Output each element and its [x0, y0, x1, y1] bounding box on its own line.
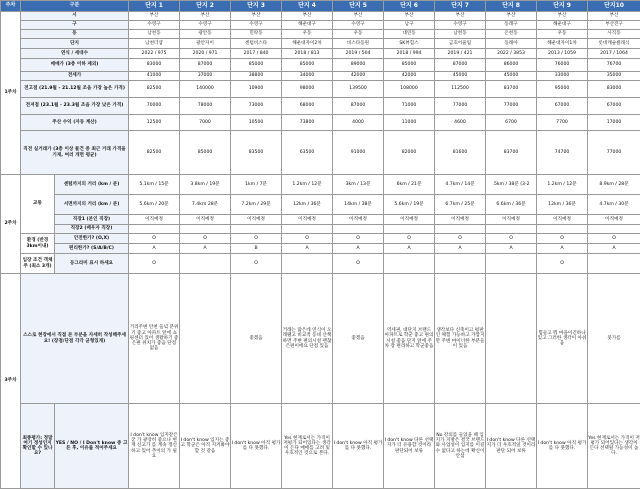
table-cell: 2017 / 1064	[588, 49, 640, 59]
table-cell: 34000	[282, 72, 333, 81]
table-cell: 2018 / 813	[282, 49, 333, 59]
table-cell: 부산	[282, 12, 333, 21]
table-cell: 온천동	[486, 30, 537, 39]
row-label: 안전한가? (O,X)	[55, 234, 129, 244]
table-cell: 센텀비스타	[231, 39, 282, 49]
table-cell	[129, 225, 180, 234]
table-cell: 비스타동원	[333, 39, 384, 49]
table-cell: O	[282, 234, 333, 244]
row-label: 편리한가? (S/A/B/C)	[55, 244, 129, 254]
header-unit: 단지 1	[129, 1, 180, 12]
table-cell: 롯데캐슬클래식	[588, 39, 640, 49]
table-cell: 7.4km 28분	[180, 195, 231, 215]
table-cell: 140000	[180, 81, 231, 98]
table-cell: 동래구	[486, 21, 537, 30]
table-cell: 67000	[588, 98, 640, 115]
table-cell: A	[333, 244, 384, 254]
table-cell: 생각보다 신축이고 평판인 체험 가능하고 가깝지만 주변 마이너한 부분들이 있음	[435, 274, 486, 404]
table-cell: 38800	[231, 72, 282, 81]
table-row	[1, 12, 640, 21]
table-cell: 부산	[180, 12, 231, 21]
table-cell: 63500	[282, 131, 333, 175]
table-cell	[282, 225, 333, 234]
table-row	[1, 254, 640, 274]
table-cell: 이직예정	[537, 215, 588, 225]
table-cell: 45000	[486, 72, 537, 81]
table-cell: 해운대자이2차	[282, 39, 333, 49]
table-cell	[180, 254, 231, 274]
table-cell: 4600	[435, 115, 486, 131]
row-label: 단지	[21, 39, 129, 49]
table-cell: 부산	[588, 12, 640, 21]
table-cell: 42000	[333, 72, 384, 81]
table-cell: 힘들고 뭐 마을이긴하나 있고 그러한 생각이 아쉬움	[537, 274, 588, 404]
table-cell: 2019 / 504	[333, 49, 384, 59]
table-cell: I don't know 아직 평가를 다 못했다.	[537, 404, 588, 489]
category-label: 환경 (반경 3km이내)	[21, 234, 55, 254]
table-cell: 12500	[129, 115, 180, 131]
table-cell: 37000	[180, 72, 231, 81]
header-unit: 단지 3	[231, 1, 282, 12]
table-cell: 1.2km / 12분	[282, 175, 333, 195]
row-label: 스스로 현장에서 직접 본 부분을 자세히 작성해주세요! (장점/단점 각각 균형있게)	[21, 274, 129, 404]
table-cell: O	[384, 234, 435, 244]
table-cell: O	[333, 234, 384, 244]
table-cell: 6.6km / 36분	[486, 195, 537, 215]
table-cell: 6.7km / 25분	[435, 195, 486, 215]
table-cell: A	[435, 244, 486, 254]
table-cell: 남구	[384, 21, 435, 30]
table-cell: I don't know 아직 평가를 다 못했다.	[333, 404, 384, 489]
table-cell: Yes 현재로서는 가격이 저평가 되어있다는 생각이 든다 선택될 가능성이 높다.	[588, 404, 640, 489]
table-row	[1, 234, 640, 244]
table-cell: 2018 / 994	[384, 49, 435, 59]
table-cell: 수영구	[180, 21, 231, 30]
table-cell: 뭇가름	[588, 274, 640, 404]
header-unit: 단지 9	[537, 1, 588, 12]
row-label: 센텀까지의 거리 (km / 분)	[55, 175, 129, 195]
table-cell: I don't know 입지는 좋고 학군은 아직 지켜봐야 할 것 같음	[180, 404, 231, 489]
table-cell: 2020 / 971	[180, 49, 231, 59]
row-label: 최종평가: 정말 여기 정성인지 확인할 수 있나요?	[21, 404, 55, 489]
table-cell: 14km / 38분	[333, 195, 384, 215]
table-cell: 민락동	[231, 30, 282, 39]
table-cell: 83000	[129, 59, 180, 72]
table-cell: O	[588, 234, 640, 244]
table-cell: 73800	[282, 115, 333, 131]
table-cell	[282, 254, 333, 274]
table-cell: 사직동	[588, 30, 640, 39]
table-cell: 67000	[537, 98, 588, 115]
table-cell	[435, 225, 486, 234]
table-cell: 10500	[231, 115, 282, 131]
row-label: 주산 수익 (자동 계산)	[21, 115, 129, 131]
table-cell: 부산	[231, 12, 282, 21]
table-row	[1, 215, 640, 225]
table-cell	[588, 254, 640, 274]
table-cell	[486, 225, 537, 234]
header-unit: 단지 4	[282, 1, 333, 12]
table-cell: 수영구	[435, 21, 486, 30]
table-cell: 83000	[588, 81, 640, 98]
table-cell	[384, 225, 435, 234]
table-cell: 81600	[435, 131, 486, 175]
table-cell: 수영구	[231, 21, 282, 30]
row-label: 전고점 (21.9월 - 21.12월 조음 가장 높은 가격)	[21, 81, 129, 98]
table-cell: 이직예정	[435, 215, 486, 225]
table-cell: 7.2km / 29분	[231, 195, 282, 215]
table-cell: 35000	[588, 72, 640, 81]
table-cell: 이직예정	[129, 215, 180, 225]
table-cell	[180, 274, 231, 404]
table-cell: 83700	[486, 131, 537, 175]
table-cell: 85000	[282, 59, 333, 72]
table-cell: 역세권, 대단지 브랜드 아파트로 학군 좋고 편의시설 좋음 단지 앞에 주차 장 편리하고 학군좋음	[384, 274, 435, 404]
row-label: 동	[21, 30, 129, 39]
header-week: 주차	[1, 1, 21, 12]
table-cell: 33000	[537, 72, 588, 81]
table-cell: O	[486, 234, 537, 244]
table-cell: O	[231, 234, 282, 244]
table-cell: 이직예정	[384, 215, 435, 225]
table-cell: 부산	[333, 12, 384, 21]
table-cell: 86000	[486, 59, 537, 72]
table-cell: I don't know 다른 선택지가 더 우호적일 것이라 판단 되어 보류	[486, 404, 537, 489]
table-cell: 112500	[435, 81, 486, 98]
table-cell: 6700	[486, 115, 537, 131]
row-label: 연식 / 세대수	[21, 49, 129, 59]
table-cell: Yes 현재로서는 가격이 저평가 되어있다는 생각이 든다 매매를 고려 및 우호적인 것으로 본다.	[282, 404, 333, 489]
table-cell: 이직예정	[333, 215, 384, 225]
table-cell: 82500	[129, 131, 180, 175]
header-unit: 단지 6	[384, 1, 435, 12]
row-label: 매매가 (3층 이하 제외)	[21, 59, 129, 72]
table-cell: 4.7km / 30분	[588, 195, 640, 215]
table-cell: 남천동	[129, 30, 180, 39]
table-row	[1, 195, 640, 215]
table-cell: 74700	[537, 131, 588, 175]
table-cell: 11000	[384, 115, 435, 131]
table-cell: 부산	[537, 12, 588, 21]
table-cell	[537, 225, 588, 234]
table-cell: 77000	[588, 131, 640, 175]
table-cell: 거리주변 탄천 들녘 분위기 좋고 아파트 앞에 쇼핑센터 있어 생활하기 좋은편 위치가 좋음 단점 없음	[129, 274, 180, 404]
table-row	[1, 244, 640, 254]
table-cell	[384, 254, 435, 274]
table-cell: 41000	[129, 72, 180, 81]
table-cell: 대연동	[384, 30, 435, 39]
table-cell: 73000	[231, 98, 282, 115]
table-cell: A	[486, 244, 537, 254]
table-cell: 83500	[231, 131, 282, 175]
header-row	[1, 1, 640, 12]
category-label: 입장 조건 객체주 (최소 3개)	[21, 254, 55, 274]
row-label: 직전 실거래가 (3층 이상 물건 중 최근 거래 가격을 기재, 여러 개면 평균)	[21, 131, 129, 175]
table-cell	[486, 274, 537, 404]
table-row	[1, 131, 640, 175]
row-label: 전세가	[21, 72, 129, 81]
row-label: 서면까지의 거리 (km / 분)	[55, 195, 129, 215]
table-cell: 이직예정	[588, 215, 640, 225]
week-label: 2주차	[1, 175, 21, 274]
table-cell: 남천더샵	[129, 39, 180, 49]
week-label: 1주차	[1, 12, 21, 175]
row-label: 직장1 (본인 직장)	[55, 215, 129, 225]
table-row	[1, 49, 640, 59]
table-cell: 77000	[486, 98, 537, 115]
table-row	[1, 81, 640, 98]
table-cell: 우동	[282, 30, 333, 39]
table-cell: No 강의를 들었을 때 입지가 지방은 결국 브랜드와 사업성이 입지를 이길 수 없다고 하는데 확신이 안섬	[435, 404, 486, 489]
table-cell: 91000	[333, 131, 384, 175]
table-cell: 139500	[333, 81, 384, 98]
row-label: 구	[21, 21, 129, 30]
table-cell: 2022 / 3853	[486, 49, 537, 59]
table-cell: 82000	[384, 131, 435, 175]
table-cell: 4.7km / 14분	[435, 175, 486, 195]
table-cell: 87000	[180, 59, 231, 72]
category-label: 교통	[21, 175, 55, 234]
row-label: 직장2 (배우자 직장)	[55, 225, 129, 234]
table-cell: 2013 / 1059	[537, 49, 588, 59]
table-cell: 해운대구	[537, 21, 588, 30]
table-cell	[588, 225, 640, 234]
table-cell: 수영구	[333, 21, 384, 30]
table-cell: 부산진구	[588, 21, 640, 30]
table-cell: 70000	[129, 98, 180, 115]
table-cell: A	[537, 244, 588, 254]
table-cell: I don't know 다른 선택지가 더 유용할 것이라 판단되어 보류	[384, 404, 435, 489]
table-cell: 76000	[537, 59, 588, 72]
table-cell: A	[129, 244, 180, 254]
table-cell: O	[333, 254, 384, 274]
table-cell: O	[129, 234, 180, 244]
table-cell: 1.2km / 12분	[537, 175, 588, 195]
table-cell: 1km / 7분	[231, 175, 282, 195]
table-cell	[486, 254, 537, 274]
table-cell: 이직예정	[282, 215, 333, 225]
table-cell: I don't know 아직 평가를 다 못했다.	[231, 404, 282, 489]
table-cell: 좋겠음	[231, 274, 282, 404]
header-unit: 단지 8	[486, 1, 537, 12]
table-cell: 이직예정	[180, 215, 231, 225]
table-cell: 부산	[486, 12, 537, 21]
table-cell: 4000	[333, 115, 384, 131]
table-cell: B	[231, 244, 282, 254]
table-cell: 68000	[282, 98, 333, 115]
row-label: 시	[21, 12, 129, 21]
table-cell: 42000	[384, 72, 435, 81]
table-cell: 85000	[231, 59, 282, 72]
table-cell: 77000	[435, 98, 486, 115]
table-cell: A	[282, 244, 333, 254]
table-cell: 동래아	[486, 39, 537, 49]
table-cell: 2022 / 975	[129, 49, 180, 59]
table-cell: 82500	[129, 81, 180, 98]
table-cell: 89000	[333, 59, 384, 72]
header-category: 구분	[21, 1, 129, 12]
table-row	[1, 39, 640, 49]
table-cell: O	[129, 254, 180, 274]
table-row	[1, 98, 640, 115]
table-row	[1, 72, 640, 81]
table-cell	[231, 225, 282, 234]
table-cell: 남천동	[435, 30, 486, 39]
table-cell: 95000	[537, 81, 588, 98]
table-cell: 12km / 36분	[282, 195, 333, 215]
table-cell: O	[231, 254, 282, 274]
table-cell	[435, 254, 486, 274]
table-cell: 2017 / 840	[231, 49, 282, 59]
table-cell: 78000	[180, 98, 231, 115]
table-cell: 10900	[231, 81, 282, 98]
table-cell: 광안동	[180, 30, 231, 39]
table-cell: 7000	[180, 115, 231, 131]
table-cell: 이직예정	[231, 215, 282, 225]
table-cell: 부산	[129, 12, 180, 21]
table-cell: 87000	[435, 59, 486, 72]
header-unit: 단지 7	[435, 1, 486, 12]
table-cell	[180, 225, 231, 234]
table-cell: 부산	[384, 12, 435, 21]
table-cell: .5km / 38분 (3-2	[486, 175, 537, 195]
header-unit: 단지 2	[180, 1, 231, 12]
table-row	[1, 59, 640, 72]
table-cell: 광안자이	[180, 39, 231, 49]
header-unit: 단지10	[588, 1, 640, 12]
table-cell: O	[435, 234, 486, 244]
table-cell: 108000	[384, 81, 435, 98]
table-cell	[333, 225, 384, 234]
table-cell: 8.9km / 28분	[588, 175, 640, 195]
table-cell: 76700	[588, 59, 640, 72]
table-cell: 6km / 21분	[384, 175, 435, 195]
table-cell: O	[537, 254, 588, 274]
table-cell: 12km / 36분	[537, 195, 588, 215]
table-row	[1, 115, 640, 131]
table-row	[1, 404, 640, 489]
table-cell: O	[180, 234, 231, 244]
table-cell: A	[384, 244, 435, 254]
table-cell: SK뷰힐스	[384, 39, 435, 49]
table-cell: I don't know 입지같은 굳 가 광장히 좋으나 현재 신고가 를 계속 갱신하고 있어 추이의 가 필요	[129, 404, 180, 489]
week-label: 3주차	[1, 274, 21, 489]
row-label: YES / NO / I Don't know 중 고른 후, 이유를 적어주세요	[55, 404, 129, 489]
table-cell: 이직예정	[486, 215, 537, 225]
table-cell: 83700	[486, 81, 537, 98]
table-cell: 98000	[282, 81, 333, 98]
header-unit: 단지 5	[333, 1, 384, 12]
row-label: 등그라미 표시 하세요	[55, 254, 129, 274]
table-row	[1, 274, 640, 404]
table-cell: 87000	[333, 98, 384, 115]
table-cell: 5.6km / 20분	[129, 195, 180, 215]
table-cell: 17000	[588, 115, 640, 131]
table-cell: A	[588, 244, 640, 254]
table-cell: 수영구	[129, 21, 180, 30]
table-cell: 45000	[435, 72, 486, 81]
table-cell: 3km / 13분	[333, 175, 384, 195]
table-cell: A	[180, 244, 231, 254]
table-row	[1, 30, 640, 39]
table-cell: 85000	[180, 131, 231, 175]
table-row	[1, 21, 640, 30]
table-cell: 5.6km / 19분	[384, 195, 435, 215]
table-cell: 7700	[537, 115, 588, 131]
table-cell: 우동	[537, 30, 588, 39]
table-cell: 우동	[333, 30, 384, 39]
table-row	[1, 225, 640, 234]
table-body	[1, 12, 640, 489]
table-cell: 71000	[384, 98, 435, 115]
row-label: 전저점 (23.1월 - 23.3월 조음 가장 낮은 가격)	[21, 98, 129, 115]
table-cell: 해운대자이1차	[537, 39, 588, 49]
table-cell: 5.1km / 15분	[129, 175, 180, 195]
table-cell: 해운대구	[282, 21, 333, 30]
table-cell: 부산	[435, 12, 486, 21]
table-cell: O	[537, 234, 588, 244]
table-cell: 3.8km / 19분	[180, 175, 231, 195]
table-cell: 금호어울림	[435, 39, 486, 49]
table-row	[1, 175, 640, 195]
table-cell: 좋겠음	[333, 274, 384, 404]
table-cell: 2019 / 421	[435, 49, 486, 59]
table-cell: 거래는 많은데 연식이 오래됐고 비교적 동네 산책하면 주변 편의시설 괜찮은편이에요 단점 있음	[282, 274, 333, 404]
table-cell: 85000	[384, 59, 435, 72]
